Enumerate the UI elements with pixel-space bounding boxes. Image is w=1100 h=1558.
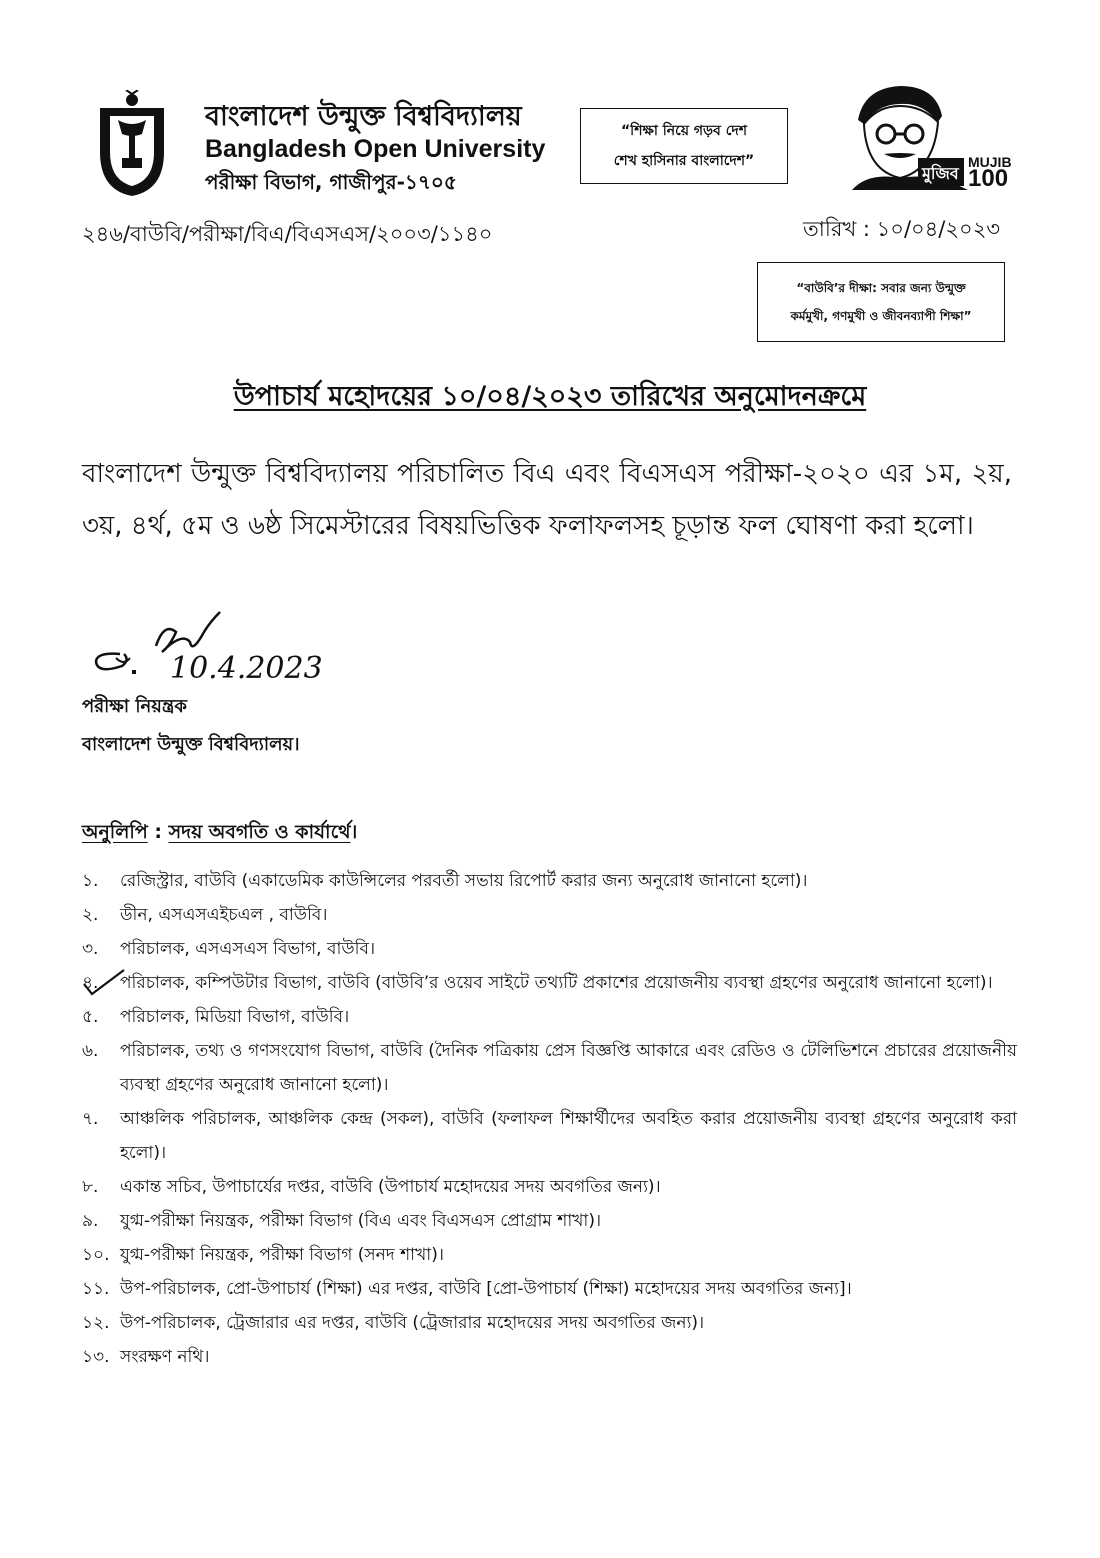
- list-item: [82, 1000, 1017, 1034]
- list-item-number: ৯.: [82, 1211, 99, 1231]
- list-item-text: পরিচালক, তথ্য ও গণসংযোগ বিভাগ, বাউবি (দৈনিক পত্রিকায় প্রেস বিজ্ঞপ্তি আকারে এবং রেডিও ও টেলিভিশনে প্রচারের প্রয়োজনীয় ব্যবস্থা গ্রহণের অনুরোধ জানানো হলো)।: [120, 1041, 1017, 1095]
- motto-line-2: কর্মমুখী, গণমুখী ও জীবনব্যাপী শিক্ষা”: [790, 309, 972, 323]
- slogan-box: [580, 108, 788, 184]
- list-item-text: যুগ্ম-পরীক্ষা নিয়ন্ত্রক, পরীক্ষা বিভাগ (সনদ শাখা)।: [120, 1245, 444, 1265]
- list-item-text: উপ-পরিচালক, প্রো-উপাচার্য (শিক্ষা) এর দপ্তর, বাউবি [প্রো-উপাচার্য (শিক্ষা) মহোদয়ের সদয় অবগতির জন্য]।: [120, 1279, 852, 1299]
- list-item-text: পরিচালক, কম্পিউটার বিভাগ, বাউবি (বাউবি’র ওয়েব সাইটে তথ্যটি প্রকাশের প্রয়োজনীয় ব্যবস্থা গ্রহণের অনুরোধ জানানো হলো)।: [120, 973, 993, 993]
- copy-heading: [82, 818, 357, 850]
- list-item: [82, 1170, 1017, 1204]
- list-item-number: ১.: [82, 871, 99, 891]
- issue-date: তারিখ : ১০/০৪/২০২৩: [803, 217, 1000, 241]
- list-item: [82, 1340, 1017, 1374]
- list-item: [82, 1034, 1017, 1102]
- university-logo-icon: [92, 90, 172, 200]
- list-item-number: ১০.: [82, 1245, 110, 1265]
- list-item-text: রেজিস্ট্রার, বাউবি (একাডেমিক কাউন্সিলের পরবর্তী সভায় রিপোর্ট করার জন্য অনুরোধ জানানো হলো)।: [120, 871, 808, 891]
- list-item-number: ৫.: [82, 1007, 99, 1027]
- list-item-text: সংরক্ষণ নথি।: [120, 1347, 210, 1367]
- list-item: [82, 1102, 1017, 1170]
- list-item-text: উপ-পরিচালক, ট্রেজারার এর দপ্তর, বাউবি (ট্রেজারার মহোদয়ের সদয় অবগতির জন্য)।: [120, 1313, 705, 1333]
- list-item-number: ৭.: [82, 1109, 99, 1129]
- copy-label: অনুলিপি: [82, 821, 148, 843]
- signature-date: 10.4.2023: [170, 651, 323, 686]
- list-item: [82, 864, 1017, 898]
- memo-number: ২৪৬/বাউবি/পরীক্ষা/বিএ/বিএসএস/২০০৩/১১৪০: [82, 222, 493, 246]
- department-address: পরীক্ষা বিভাগ, গাজীপুর-১৭০৫: [205, 170, 457, 194]
- list-item-number: ২.: [82, 905, 99, 925]
- copy-end: ।: [350, 821, 358, 843]
- slogan-line-1: “শিক্ষা নিয়ে গড়ব দেশ: [620, 123, 748, 139]
- list-item-number: ৩.: [82, 939, 99, 959]
- list-item: [82, 1306, 1017, 1340]
- list-item: [82, 1204, 1017, 1238]
- list-item-number: ৪.: [82, 973, 99, 993]
- list-item-number: ১৩.: [82, 1347, 110, 1367]
- list-item: [82, 966, 1017, 1000]
- list-item: [82, 1272, 1017, 1306]
- list-item-number: ১২.: [82, 1313, 110, 1333]
- list-item-text: আঞ্চলিক পরিচালক, আঞ্চলিক কেন্দ্র (সকল), বাউবি (ফলাফল শিক্ষার্থীদের অবহিত করার প্রয়োজনীয় ব্যবস্থা গ্রহণের অনুরোধ করা হলো)।: [120, 1109, 1017, 1163]
- copy-purpose: সদয় অবগতি ও কার্যার্থে: [168, 821, 351, 843]
- announcement-paragraph: বাংলাদেশ উন্মুক্ত বিশ্ববিদ্যালয় পরিচালিত বিএ এবং বিএসএস পরীক্ষা-২০২০ এর ১ম, ২য়, ৩য়, ৪র্থ, ৫ম ও ৬ষ্ঠ সিমেস্টারের বিষয়ভিত্তিক ফলাফলসহ চূড়ান্ত ফল ঘোষণা করা হলো।: [82, 459, 1012, 541]
- checkmark-icon: [80, 968, 128, 998]
- motto-line-1: “বাউবি’র দীক্ষা: সবার জন্য উন্মুক্ত: [796, 281, 966, 295]
- svg-text:মুজিব: মুজিব: [922, 164, 959, 183]
- list-item-text: ডীন, এসএসএইচএল , বাউবি।: [120, 905, 328, 925]
- list-item-number: ৬.: [82, 1041, 99, 1061]
- copy-separator: :: [154, 821, 169, 843]
- list-item-text: পরিচালক, মিডিয়া বিভাগ, বাউবি।: [120, 1007, 350, 1027]
- signature-icon: [86, 602, 346, 692]
- list-item-text: একান্ত সচিব, উপাচার্যের দপ্তর, বাউবি (উপাচার্য মহোদয়ের সদয় অবগতির জন্য)।: [120, 1177, 661, 1197]
- slogan-line-2: শেখ হাসিনার বাংলাদেশ”: [613, 153, 755, 169]
- list-item-number: ৮.: [82, 1177, 99, 1197]
- signatory-title: পরীক্ষা নিয়ন্ত্রক: [82, 696, 187, 717]
- list-item: [82, 1238, 1017, 1272]
- motto-box: [757, 262, 1005, 342]
- institution-name-bn: বাংলাদেশ উন্মুক্ত বিশ্ববিদ্যালয়: [205, 101, 522, 132]
- distribution-list: [82, 864, 1017, 1374]
- mujib-label: MUJIB: [968, 154, 1012, 170]
- list-item: [82, 932, 1017, 966]
- mujib-100: 100: [968, 165, 1009, 192]
- list-item-number: ১১.: [82, 1279, 110, 1299]
- approval-heading: উপাচার্য মহোদয়ের ১০/০৪/২০২৩ তারিখের অনুমোদনক্রমে: [233, 381, 867, 412]
- list-item: [82, 898, 1017, 932]
- institution-name-en: Bangladesh Open University: [205, 135, 546, 163]
- list-item-text: যুগ্ম-পরীক্ষা নিয়ন্ত্রক, পরীক্ষা বিভাগ (বিএ এবং বিএসএস প্রোগ্রাম শাখা)।: [120, 1211, 602, 1231]
- signatory-organization: বাংলাদেশ উন্মুক্ত বিশ্ববিদ্যালয়।: [82, 734, 300, 755]
- list-item-text: পরিচালক, এসএসএস বিভাগ, বাউবি।: [120, 939, 376, 959]
